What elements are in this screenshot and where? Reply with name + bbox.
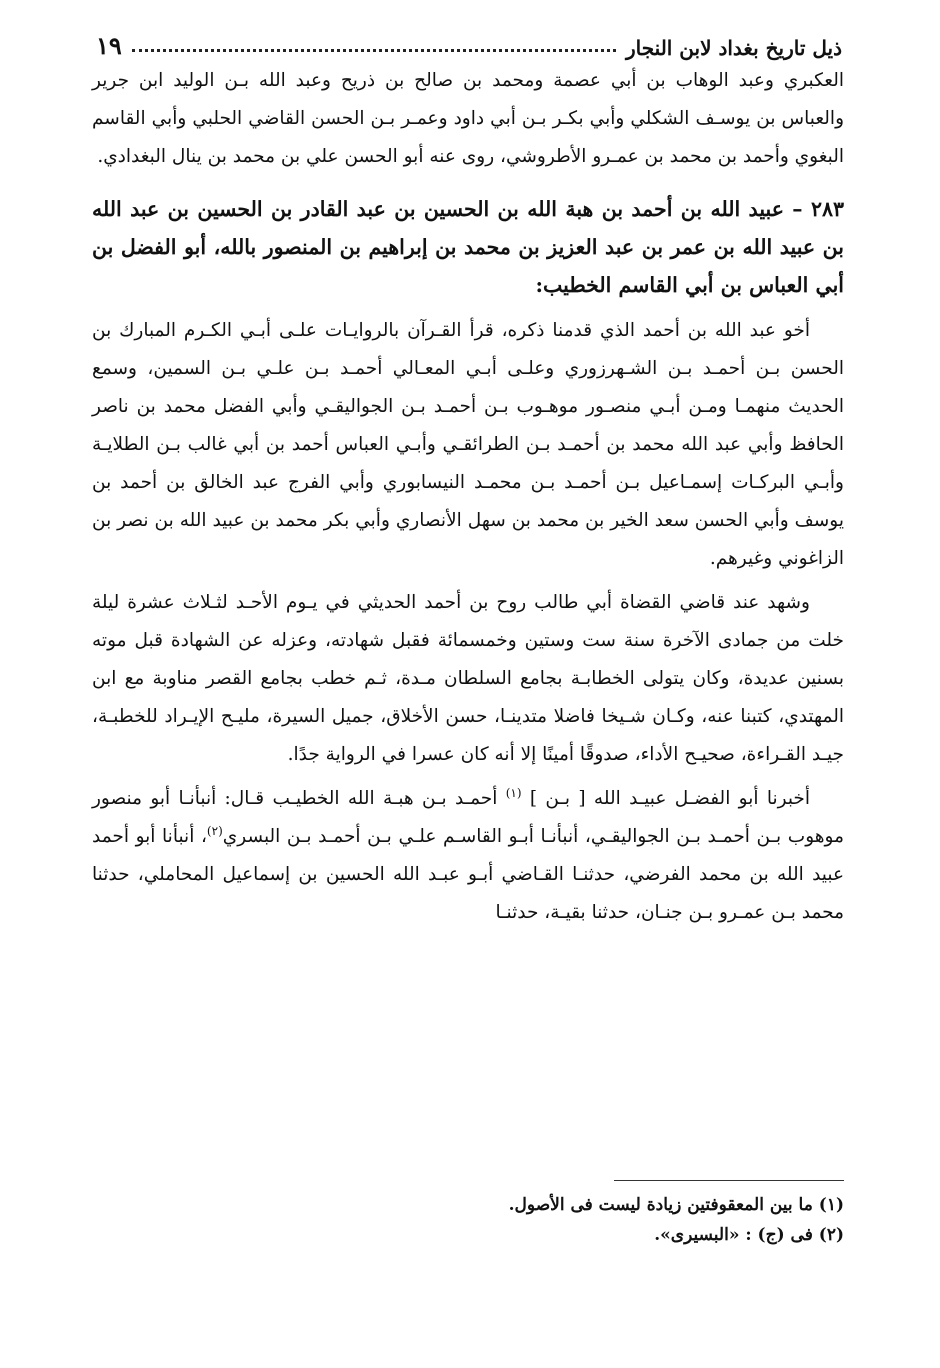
isnad-part-3: ، أنبأنا أبو أحمد عبيد الله بن محمد الفرضي، حدثنـا القـاضي أبـو عبـد الله الحسين بن إسماعيل المحاملي، حدثنا محمد بـن عمـرو بـن جنـان، حدثنا بقيـة، حدثنـا (92, 826, 844, 923)
footnote-2: (٢) فى (ج) : «البسيرى». (654, 1225, 844, 1245)
paragraph-isnad (92, 780, 844, 932)
isnad-part-1: أخبرنا أبو الفضـل عبيـد الله [ بـن ] (529, 788, 810, 809)
page-number: ١٩ (96, 31, 122, 60)
footnote-ref-1: (١) (505, 785, 522, 800)
entry-heading: ٢٨٣ – عبيد الله بن أحمد بن هبة الله بن الحسين بن عبد القادر بن الحسين بن عبد الله بن عبيد الله بن عمر بن عبد العزيز بن محمد بن إبراهيم بن المنصور بالله، أبو الفضل بن أبي العباس بن أبي القاسم الخطيب: (92, 197, 844, 297)
running-title: ذيل تاريخ بغداد لابن النجار (626, 36, 842, 60)
header-dot-leader (132, 49, 616, 52)
footnote-separator (614, 1180, 844, 1181)
page-header (96, 20, 842, 60)
paragraph-continuation: العكبري وعبد الوهاب بن أبي عصمة ومحمد بن صالح بن ذريح وعبد الله بـن الوليد ابن جرير والعباس بن يوسـف الشكلي وأبي بكـر بـن أبي داود وعمـر بـن الحسن القاضي الحلبي وأبي القاسم البغوي وأحمد بن محمد بن عمـرو الأطروشي، روى عنه أبو الحسن علي بن محمد بن ينال البغدادي. (92, 70, 844, 167)
paragraph-testimony: وشهد عند قاضي القضاة أبي طالب روح بن أحمد الحديثي في يـوم الأحـد لثـلاث عشرة ليلة خلت من جمادى الآخرة سنة ست وستين وخمسمائة فقبل شهادته، وعزله عن الشهادة قبل موته بسنين عديدة، وكان يتولى الخطابـة بجامع السلطان مـدة، ثـم خطب بجامع القصر مناوبة مع ابن المهتدي، كتبنا عنه، وكـان شـيخا فاضلا متدينـا، حسن الأخلاق، جميل السيرة، مليـح الإيـراد للخطبـة، جيـد القـراءة، صحيـح الأداء، صدوقًا أمينًا إلا أنه كان عسرا في الرواية جدًا. (92, 592, 844, 765)
footnote-1: (١) ما بين المعقوفتين زيادة ليست فى الأصول. (508, 1195, 844, 1215)
footnote-ref-2: (٢) (206, 823, 223, 838)
main-text (92, 62, 844, 932)
footnotes (380, 1190, 844, 1250)
paragraph-biography: أخو عبد الله بن أحمد الذي قدمنا ذكره، قرأ القـرآن بالروايـات علـى أبـي الكـرم المبارك بن الحسن بـن أحمـد بـن الشـهرزوري وعلـى أبـي المعـالي أحمـد بـن علـي بـن السمين، وسمع الحديث منهمـا ومـن أبـي منصـور موهـوب بـن أحمـد بـن الجواليقـي وأبي الفضل محمد بن ناصر الحافظ وأبي عبد الله محمد بن أحمـد بـن الطرائقـي وأبـي العباس أحمد بن أبي غالب بـن الطلايـة وأبـي البركـات إسمـاعيل بـن أحمـد بـن محمـد النيسابوري وأبي الفرج عبد الخالق بن أحمد بن يوسف وأبي الحسن سعد الخير بن محمد بن سهل الأنصاري وأبي بكر محمد بن عبيد الله بن نصر بن الزاغوني وغيرهم. (92, 320, 844, 569)
isnad-part-2: أحمـد بـن هبـة الله الخطيـب قـال: أنبأنـا أبو منصور موهوب بـن أحمـد بـن الجواليقـي، أنبأنـا أبـو القاسـم علـي بـن أحمـد بـن البسري (92, 788, 845, 847)
